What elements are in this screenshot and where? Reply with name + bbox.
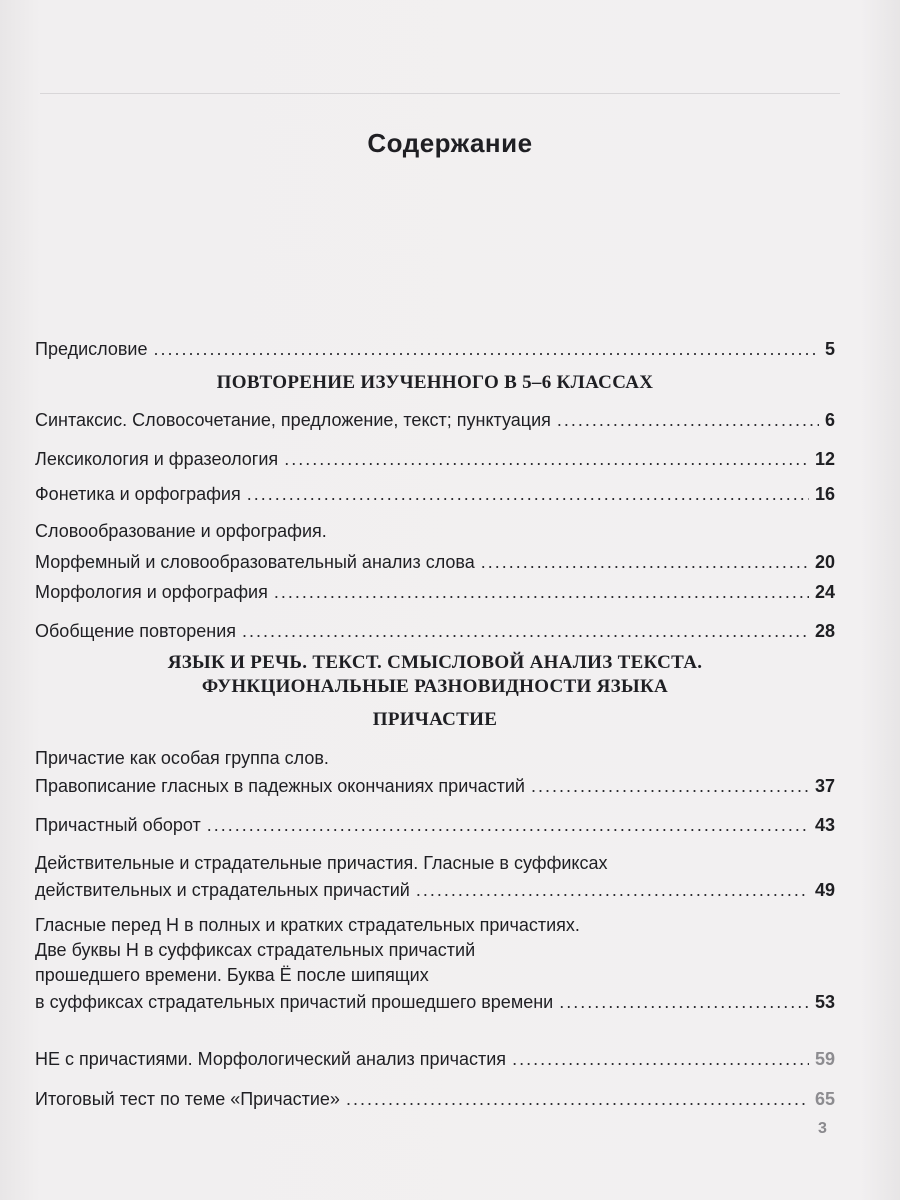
header-rule	[40, 93, 840, 94]
leader-dots	[153, 337, 819, 362]
toc-entry-text: Гласные перед Н в полных и кратких страдательных причастиях.	[35, 915, 580, 935]
leader-dots	[242, 619, 809, 644]
toc-page-number: 43	[814, 815, 835, 835]
toc-page-number: 28	[814, 621, 835, 641]
toc-page-number: 59	[814, 1049, 835, 1069]
toc-entry	[35, 580, 835, 605]
leader-dots	[274, 580, 809, 605]
toc-entry-text: Причастный оборот	[35, 815, 201, 835]
toc-page-number: 37	[814, 776, 835, 796]
toc-entry-text: Фонетика и орфография	[35, 484, 241, 504]
page-number: 3	[818, 1120, 827, 1137]
leader-dots	[481, 550, 809, 575]
toc-page-number: 5	[824, 339, 835, 359]
toc-entry	[35, 913, 835, 1015]
toc-entry-text: Морфология и орфография	[35, 582, 268, 602]
toc-entry	[35, 337, 835, 362]
leader-dots	[284, 447, 809, 472]
toc-entry	[35, 1047, 835, 1072]
toc-page-number: 20	[814, 552, 835, 572]
leader-dots	[247, 482, 809, 507]
toc-entry-text: Словообразование и орфография.	[35, 521, 327, 541]
section-heading: ЯЗЫК И РЕЧЬ. ТЕКСТ. СМЫСЛОВОЙ АНАЛИЗ ТЕКСТА. ФУНКЦИОНАЛЬНЫЕ РАЗНОВИДНОСТИ ЯЗЫКА	[167, 652, 703, 697]
toc-page-number: 16	[814, 484, 835, 504]
toc-entry-text: Правописание гласных в падежных окончаниях причастий	[35, 776, 525, 796]
toc-page-number: 12	[814, 449, 835, 469]
toc-page-number: 49	[814, 880, 835, 900]
leader-dots	[346, 1087, 809, 1112]
leader-dots	[207, 813, 809, 838]
toc-entry-text: Обобщение повторения	[35, 621, 236, 641]
toc-page-number: 53	[814, 992, 835, 1012]
page-title: Содержание	[367, 128, 533, 158]
toc-entry	[35, 619, 835, 644]
toc-entry-text: Морфемный и словообразовательный анализ слова	[35, 552, 475, 572]
toc-entry-text: действительных и страдательных причастий	[35, 880, 410, 900]
toc-entry	[35, 851, 835, 903]
leader-dots	[512, 1047, 809, 1072]
toc-page-number: 65	[814, 1089, 835, 1109]
leader-dots	[531, 774, 809, 799]
section-heading: ПОВТОРЕНИЕ ИЗУЧЕННОГО В 5–6 КЛАССАХ	[216, 372, 654, 393]
toc-entry-text: Действительные и страдательные причастия. Гласные в суффиксах	[35, 853, 608, 873]
toc-entry	[35, 813, 835, 838]
leader-dots	[559, 990, 809, 1015]
toc-entry	[35, 482, 835, 507]
toc-entry-text: НЕ с причастиями. Морфологический анализ причастия	[35, 1049, 507, 1069]
toc-entry	[35, 1087, 835, 1112]
toc-entry-text: Итоговый тест по теме «Причастие»	[35, 1089, 340, 1109]
toc-page-number: 6	[824, 410, 835, 430]
toc-page-number: 24	[814, 582, 835, 602]
toc-entry	[35, 447, 835, 472]
leader-dots	[416, 878, 809, 903]
toc-entry-text: Две буквы Н в суффиксах страдательных причастий	[35, 940, 476, 960]
section-heading: ПРИЧАСТИЕ	[372, 709, 498, 730]
leader-dots	[557, 408, 819, 433]
toc-entry	[35, 519, 835, 575]
toc-entry	[35, 746, 835, 799]
toc-entry-text: Предисловие	[35, 339, 148, 359]
toc-entry-text: Причастие как особая группа слов.	[35, 748, 329, 768]
toc-entry-text: прошедшего времени. Буква Ё после шипящих	[35, 965, 429, 985]
toc-entry	[35, 408, 835, 433]
toc-entry-text: Лексикология и фразеология	[35, 449, 279, 469]
toc-entry-text: Синтаксис. Словосочетание, предложение, текст; пунктуация	[35, 410, 551, 430]
toc-entry-text: в суффиксах страдательных причастий прошедшего времени	[35, 992, 554, 1012]
